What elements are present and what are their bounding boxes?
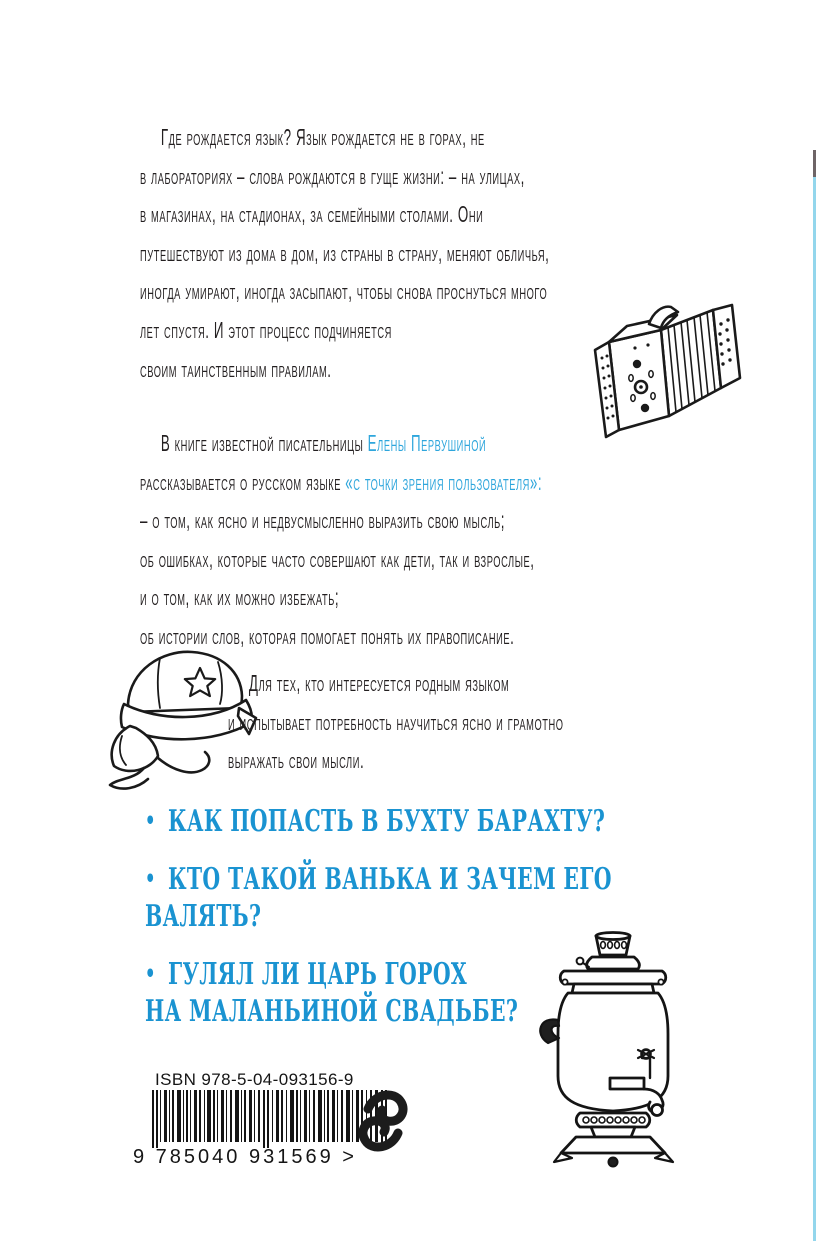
- text-line: об истории слов, которая помогает понять их правописание.: [140, 622, 515, 649]
- accordion-illustration: [591, 300, 749, 440]
- barcode: [152, 1090, 390, 1148]
- bullet-dot: •: [145, 806, 156, 835]
- text-line: в магазинах, на стадионах, за семейными столами. Они: [140, 201, 484, 228]
- question-text: ГУЛЯЛ ЛИ ЦАРЬ ГОРОХ: [168, 957, 468, 992]
- text-line: в лабораториях – слова рождаются в гуще жизни: – на улицах,: [140, 162, 525, 189]
- audience-paragraph: [228, 664, 819, 780]
- text-line: Где рождается язык? Язык рождается не в горах, не: [160, 124, 485, 150]
- bullet-dot: •: [145, 864, 156, 893]
- about-paragraph: [140, 424, 807, 656]
- text-line: ВАЛЯТЬ?: [145, 899, 262, 934]
- question-item: [145, 860, 757, 935]
- text-line: своим таинственным правилам.: [140, 355, 332, 382]
- text-line: и о том, как их можно избежать;: [140, 584, 340, 611]
- text-segment: В книге известной писательницы: [160, 430, 368, 456]
- text-line: выражать свои мысли.: [228, 747, 365, 774]
- text-line: лет спустя. И этот процесс подчиняется: [140, 316, 392, 343]
- eksmo-logo: [356, 1088, 410, 1154]
- text-line: [140, 424, 807, 463]
- text-line: – о том, как ясно и недвусмысленно выразить свою мысль;: [140, 507, 506, 534]
- text-line: Для тех, кто интересуется родным языком: [248, 670, 510, 696]
- isbn-label: ISBN 978-5-04-093156-9: [155, 1070, 354, 1089]
- question-text: КТО ТАКОЙ ВАНЬКА И ЗАЧЕМ ЕГО: [168, 862, 612, 897]
- trim-line-blue: [813, 177, 816, 1241]
- text-line: путешествуют из дома в дом, из страны в страну, меняют обличья,: [140, 239, 550, 266]
- text-line: об ошибках, которые часто совершают как дети, так и взрослые,: [140, 545, 535, 572]
- book-subtitle: «с точки зрения пользователя»:: [345, 468, 543, 495]
- text-line: НА МАЛАНЬИНОЙ СВАДЬБЕ?: [145, 994, 519, 1029]
- text-line: [145, 802, 757, 840]
- question-text: КАК ПОПАСТЬ В БУХТУ БАРАХТУ?: [168, 804, 606, 839]
- text-line: и испытывает потребность научиться ясно и грамотно: [228, 708, 564, 735]
- text-segment: рассказывается о русском языке: [140, 468, 346, 495]
- author-name: Елены Первушиной: [367, 430, 487, 456]
- bullet-dot: •: [145, 959, 156, 988]
- text-line: иногда умирают, иногда засыпают, чтобы снова проснуться много: [140, 278, 548, 305]
- trim-line-gray: [813, 150, 816, 177]
- question-item: [145, 802, 757, 840]
- barcode-digits: 9 785040 931569 >: [133, 1146, 357, 1168]
- text-line: [145, 860, 757, 898]
- text-line: [140, 463, 807, 502]
- samovar-illustration: [518, 930, 710, 1175]
